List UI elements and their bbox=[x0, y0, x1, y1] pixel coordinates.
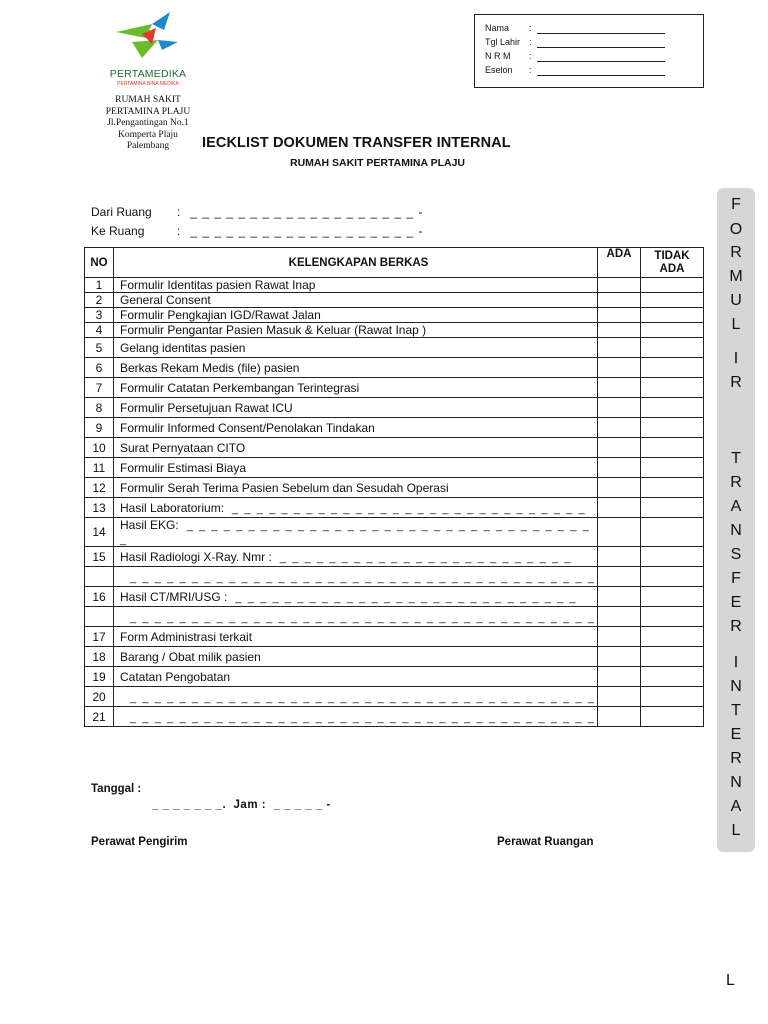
table-row bbox=[85, 398, 704, 418]
document-subtitle: RUMAH SAKIT PERTAMINA PLAJU bbox=[290, 157, 465, 169]
row-number: 21 bbox=[85, 707, 114, 727]
table-row bbox=[85, 293, 704, 308]
field-label: Nama bbox=[485, 23, 510, 33]
ada-checkbox-cell[interactable] bbox=[598, 567, 641, 587]
brand-subtitle: PERTAMINA BINA MEDIKA bbox=[117, 81, 179, 87]
side-tab-letter: L bbox=[731, 822, 741, 839]
row-item-label: Catatan Pengobatan bbox=[120, 669, 231, 684]
row-number: 13 bbox=[85, 498, 114, 518]
side-tab-letter: I bbox=[733, 350, 739, 367]
checklist-table bbox=[84, 247, 704, 727]
table-row bbox=[85, 278, 704, 293]
side-tab-letter: T bbox=[731, 450, 741, 467]
fill-in-blank[interactable]: _ _ _ _ _ _ _ _ _ _ _ _ _ _ _ _ _ _ _ _ _ _ _ _ _ _ _ _ bbox=[235, 591, 578, 604]
side-tab-letter: M bbox=[729, 268, 743, 285]
row-item-label: Formulir Informed Consent/Penolakan Tindakan bbox=[120, 420, 375, 435]
tidak-ada-checkbox-cell[interactable] bbox=[641, 567, 704, 587]
ada-checkbox-cell[interactable] bbox=[598, 547, 641, 567]
patient-field-nrm[interactable]: N R M : bbox=[485, 51, 535, 63]
row-number bbox=[85, 567, 114, 587]
row-item bbox=[114, 338, 598, 358]
patient-field-tgl-lahir[interactable]: Tgl Lahir : bbox=[485, 37, 535, 49]
row-item bbox=[114, 547, 598, 567]
table-row bbox=[85, 323, 704, 338]
side-tab-letter: R bbox=[730, 474, 742, 491]
table-row bbox=[85, 667, 704, 687]
row-item-label: Gelang identitas pasien bbox=[120, 340, 246, 355]
ada-checkbox-cell[interactable] bbox=[598, 378, 641, 398]
table-row bbox=[85, 438, 704, 458]
brand-name: PERTAMEDIKA bbox=[109, 68, 187, 80]
row-item bbox=[114, 647, 598, 667]
table-row bbox=[85, 707, 704, 727]
ada-checkbox-cell[interactable] bbox=[598, 687, 641, 707]
row-item bbox=[114, 707, 598, 727]
row-item-label: Formulir Catatan Perkembangan Terintegrasi bbox=[120, 380, 360, 395]
table-row bbox=[85, 458, 704, 478]
table-row bbox=[85, 378, 704, 398]
row-item-label: Formulir Estimasi Biaya bbox=[120, 460, 247, 475]
table-row bbox=[85, 547, 704, 567]
ada-checkbox-cell[interactable] bbox=[598, 518, 641, 547]
row-item bbox=[114, 378, 598, 398]
col-no: NO bbox=[85, 248, 114, 278]
time-label: Jam : bbox=[233, 799, 267, 811]
table-row bbox=[85, 627, 704, 647]
side-tab-letter: E bbox=[730, 594, 742, 611]
ada-checkbox-cell[interactable] bbox=[598, 438, 641, 458]
hospital-line: Palembang bbox=[126, 141, 170, 151]
table-row bbox=[85, 418, 704, 438]
row-item-label: Barang / Obat milik pasien bbox=[120, 649, 261, 664]
ada-checkbox-cell[interactable] bbox=[598, 398, 641, 418]
tidak-ada-checkbox-cell[interactable] bbox=[641, 647, 704, 667]
patient-info-box bbox=[474, 14, 704, 88]
row-item bbox=[114, 398, 598, 418]
row-number: 5 bbox=[85, 338, 114, 358]
tidak-ada-checkbox-cell[interactable] bbox=[641, 498, 704, 518]
field-label: N R M bbox=[485, 51, 511, 61]
fill-in-blank[interactable]: _ _ _ _ _ _ _ _ _ _ _ _ _ _ _ _ _ _ _ _ _ _ _ _ _ _ _ _ _ _ _ _ _ _ _ _ _ _ bbox=[130, 571, 596, 584]
row-item bbox=[114, 323, 598, 338]
row-item bbox=[114, 587, 598, 607]
table-header bbox=[85, 248, 704, 278]
tidak-ada-checkbox-cell[interactable] bbox=[641, 607, 704, 627]
ada-checkbox-cell[interactable] bbox=[598, 418, 641, 438]
hospital-address bbox=[98, 95, 198, 153]
row-item-label: Berkas Rekam Medis (file) pasien bbox=[120, 360, 300, 375]
side-tab-letter: A bbox=[730, 498, 742, 515]
from-room-field[interactable]: Dari Ruang : _ _ _ _ _ _ _ _ _ _ _ _ _ _ _ _ _ _ _ - bbox=[91, 205, 424, 219]
row-item bbox=[114, 293, 598, 308]
date-label: Tanggal : bbox=[91, 783, 142, 795]
ada-checkbox-cell[interactable] bbox=[598, 308, 641, 323]
row-item-label: Surat Pernyataan CITO bbox=[120, 440, 246, 455]
fill-in-blank[interactable]: _ _ _ _ _ _ _ _ _ _ _ _ _ _ _ _ _ _ _ _ _ _ _ _ _ _ _ _ _ bbox=[232, 502, 587, 515]
ada-checkbox-cell[interactable] bbox=[598, 707, 641, 727]
row-item-label: Form Administrasi terkait bbox=[120, 629, 253, 644]
row-number bbox=[85, 607, 114, 627]
tidak-ada-checkbox-cell[interactable] bbox=[641, 627, 704, 647]
table-row bbox=[85, 358, 704, 378]
row-number: 19 bbox=[85, 667, 114, 687]
tidak-ada-checkbox-cell[interactable] bbox=[641, 418, 704, 438]
table-row bbox=[85, 498, 704, 518]
row-number: 20 bbox=[85, 687, 114, 707]
tidak-ada-checkbox-cell[interactable] bbox=[641, 293, 704, 308]
table-row bbox=[85, 647, 704, 667]
tidak-ada-checkbox-cell[interactable] bbox=[641, 478, 704, 498]
ada-checkbox-cell[interactable] bbox=[598, 458, 641, 478]
side-tab-letter: N bbox=[730, 774, 742, 791]
tidak-ada-checkbox-cell[interactable] bbox=[641, 278, 704, 293]
row-number: 11 bbox=[85, 458, 114, 478]
table-row bbox=[85, 338, 704, 358]
tidak-ada-checkbox-cell[interactable] bbox=[641, 547, 704, 567]
side-tab-letter: U bbox=[730, 292, 742, 309]
row-number: 18 bbox=[85, 647, 114, 667]
row-item bbox=[114, 418, 598, 438]
row-number: 6 bbox=[85, 358, 114, 378]
row-item bbox=[114, 627, 598, 647]
hospital-line: PERTAMINA PLAJU bbox=[105, 106, 191, 117]
table-row bbox=[85, 567, 704, 587]
row-number: 10 bbox=[85, 438, 114, 458]
table-row bbox=[85, 607, 704, 627]
row-item-label: Formulir Serah Terima Pasien Sebelum dan Sesudah Operasi bbox=[120, 480, 449, 495]
row-item bbox=[114, 438, 598, 458]
patient-field-nama[interactable]: Nama : bbox=[485, 23, 535, 35]
fill-in-blank[interactable]: _ _ _ _ _ _ _ _ _ _ _ _ _ _ _ _ _ _ _ _ _ _ _ _ _ _ _ _ _ _ _ _ _ _ bbox=[120, 520, 591, 546]
side-tab-letter: S bbox=[730, 546, 742, 563]
tidak-ada-checkbox-cell[interactable] bbox=[641, 308, 704, 323]
row-item-label: General Consent bbox=[120, 293, 211, 307]
field-label: Eselon bbox=[485, 65, 513, 75]
hospital-line: Jl.Pengantingan No.1 bbox=[107, 118, 189, 128]
fill-in-blank[interactable]: _ _ _ _ _ _ _ _ _ _ _ _ _ _ _ _ _ _ _ _ _ _ _ _ _ _ _ _ _ _ _ _ _ _ _ _ _ _ bbox=[130, 691, 596, 704]
row-number: 15 bbox=[85, 547, 114, 567]
to-room-label: Ke Ruang bbox=[91, 224, 145, 238]
table-row bbox=[85, 308, 704, 323]
table-row bbox=[85, 478, 704, 498]
tidak-ada-checkbox-cell[interactable] bbox=[641, 378, 704, 398]
row-item-label: Hasil EKG: bbox=[120, 518, 179, 532]
sender-nurse-label: Perawat Pengirim bbox=[91, 836, 188, 848]
tidak-ada-checkbox-cell[interactable] bbox=[641, 687, 704, 707]
row-item bbox=[114, 687, 598, 707]
to-room-field[interactable]: Ke Ruang : _ _ _ _ _ _ _ _ _ _ _ _ _ _ _ _ _ _ _ - bbox=[91, 224, 424, 238]
side-tab-letter: R bbox=[730, 244, 742, 261]
col-item: KELENGKAPAN BERKAS bbox=[114, 248, 598, 278]
side-tab-formulir-transfer-internal bbox=[717, 188, 755, 852]
row-number: 14 bbox=[85, 518, 114, 547]
row-number: 12 bbox=[85, 478, 114, 498]
fill-in-blank[interactable]: _ _ _ _ _ _ _ _ _ _ _ _ _ _ _ _ _ _ _ _ _ _ _ _ _ _ _ _ _ _ _ _ _ _ _ _ _ _ bbox=[130, 711, 596, 724]
tidak-ada-checkbox-cell[interactable] bbox=[641, 458, 704, 478]
ada-checkbox-cell[interactable] bbox=[598, 478, 641, 498]
row-number: 8 bbox=[85, 398, 114, 418]
row-item-label: Hasil CT/MRI/USG : bbox=[120, 589, 228, 604]
row-item bbox=[114, 498, 598, 518]
col-tidak-ada: TIDAK ADA bbox=[641, 248, 704, 278]
tidak-ada-checkbox-cell[interactable] bbox=[641, 667, 704, 687]
ada-checkbox-cell[interactable] bbox=[598, 667, 641, 687]
tidak-ada-checkbox-cell[interactable] bbox=[641, 358, 704, 378]
tidak-ada-checkbox-cell[interactable] bbox=[641, 398, 704, 418]
ada-checkbox-cell[interactable] bbox=[598, 293, 641, 308]
row-item-label: Formulir Identitas pasien Rawat Inap bbox=[120, 278, 316, 292]
row-item bbox=[114, 478, 598, 498]
pertamedika-logo bbox=[112, 10, 182, 68]
row-item bbox=[114, 308, 598, 323]
field-label: Tgl Lahir bbox=[485, 37, 521, 47]
side-tab-letter: N bbox=[730, 522, 742, 539]
fill-in-blank[interactable]: _ _ _ _ _ _ _ _ _ _ _ _ _ _ _ _ _ _ _ _ _ _ _ _ bbox=[279, 551, 573, 564]
side-tab-letter: A bbox=[730, 798, 742, 815]
ada-checkbox-cell[interactable] bbox=[598, 627, 641, 647]
row-item bbox=[114, 278, 598, 293]
document-title: IECKLIST DOKUMEN TRANSFER INTERNAL bbox=[202, 135, 511, 151]
side-tab-letter: I bbox=[733, 654, 739, 671]
row-item bbox=[114, 567, 598, 587]
row-number: 3 bbox=[85, 308, 114, 323]
side-tab-letter: L bbox=[731, 316, 741, 333]
side-tab-letter: E bbox=[730, 726, 742, 743]
tidak-ada-checkbox-cell[interactable] bbox=[641, 518, 704, 547]
ada-checkbox-cell[interactable] bbox=[598, 647, 641, 667]
side-tab-letter: R bbox=[730, 618, 742, 635]
side-tab-letter: F bbox=[731, 570, 741, 587]
row-number: 9 bbox=[85, 418, 114, 438]
ada-checkbox-cell[interactable] bbox=[598, 323, 641, 338]
table-row bbox=[85, 518, 704, 547]
row-number: 4 bbox=[85, 323, 114, 338]
ada-checkbox-cell[interactable] bbox=[598, 338, 641, 358]
row-item bbox=[114, 458, 598, 478]
ada-checkbox-cell[interactable] bbox=[598, 498, 641, 518]
row-item bbox=[114, 518, 598, 547]
row-item bbox=[114, 667, 598, 687]
side-tab-letter: T bbox=[731, 702, 741, 719]
side-tab-overflow-letter: L bbox=[726, 972, 735, 989]
side-tab-letter: N bbox=[730, 678, 742, 695]
row-number: 1 bbox=[85, 278, 114, 293]
row-number: 7 bbox=[85, 378, 114, 398]
from-room-label: Dari Ruang bbox=[91, 205, 152, 219]
row-item-label: Formulir Pengantar Pasien Masuk & Keluar (Rawat Inap ) bbox=[120, 323, 427, 337]
ada-checkbox-cell[interactable] bbox=[598, 587, 641, 607]
row-item-label: Formulir Pengkajian IGD/Rawat Jalan bbox=[120, 308, 321, 322]
tidak-ada-checkbox-cell[interactable] bbox=[641, 438, 704, 458]
col-ada: ADA bbox=[598, 248, 641, 278]
tidak-ada-checkbox-cell[interactable] bbox=[641, 587, 704, 607]
side-tab-letter: R bbox=[730, 374, 742, 391]
tidak-ada-checkbox-cell[interactable] bbox=[641, 707, 704, 727]
hospital-line: Komperta Plaju bbox=[118, 129, 178, 140]
date-time-field[interactable]: _ _ _ _ _ _ _. Jam : _ _ _ _ _ - bbox=[152, 799, 331, 811]
receiver-nurse-label: Perawat Ruangan bbox=[497, 836, 594, 848]
side-tab-letter: F bbox=[731, 196, 741, 213]
fill-in-blank[interactable]: _ _ _ _ _ _ _ _ _ _ _ _ _ _ _ _ _ _ _ _ _ _ _ _ _ _ _ _ _ _ _ _ _ _ _ _ _ _ bbox=[130, 611, 596, 624]
tidak-ada-checkbox-cell[interactable] bbox=[641, 323, 704, 338]
side-tab-letter: R bbox=[730, 750, 742, 767]
tidak-ada-checkbox-cell[interactable] bbox=[641, 338, 704, 358]
row-item-label: Hasil Laboratorium: bbox=[120, 500, 225, 515]
row-item-label: Hasil Radiologi X-Ray. Nmr : bbox=[120, 549, 272, 564]
row-item bbox=[114, 607, 598, 627]
row-number: 2 bbox=[85, 293, 114, 308]
hospital-line: RUMAH SAKIT bbox=[115, 95, 181, 105]
patient-field-eselon[interactable]: Eselon : bbox=[485, 65, 535, 77]
row-number: 16 bbox=[85, 587, 114, 607]
ada-checkbox-cell[interactable] bbox=[598, 278, 641, 293]
row-item bbox=[114, 358, 598, 378]
row-number: 17 bbox=[85, 627, 114, 647]
ada-checkbox-cell[interactable] bbox=[598, 358, 641, 378]
table-row bbox=[85, 687, 704, 707]
table-row bbox=[85, 587, 704, 607]
ada-checkbox-cell[interactable] bbox=[598, 607, 641, 627]
side-tab-letter: O bbox=[729, 221, 743, 238]
row-item-label: Formulir Persetujuan Rawat ICU bbox=[120, 400, 293, 415]
